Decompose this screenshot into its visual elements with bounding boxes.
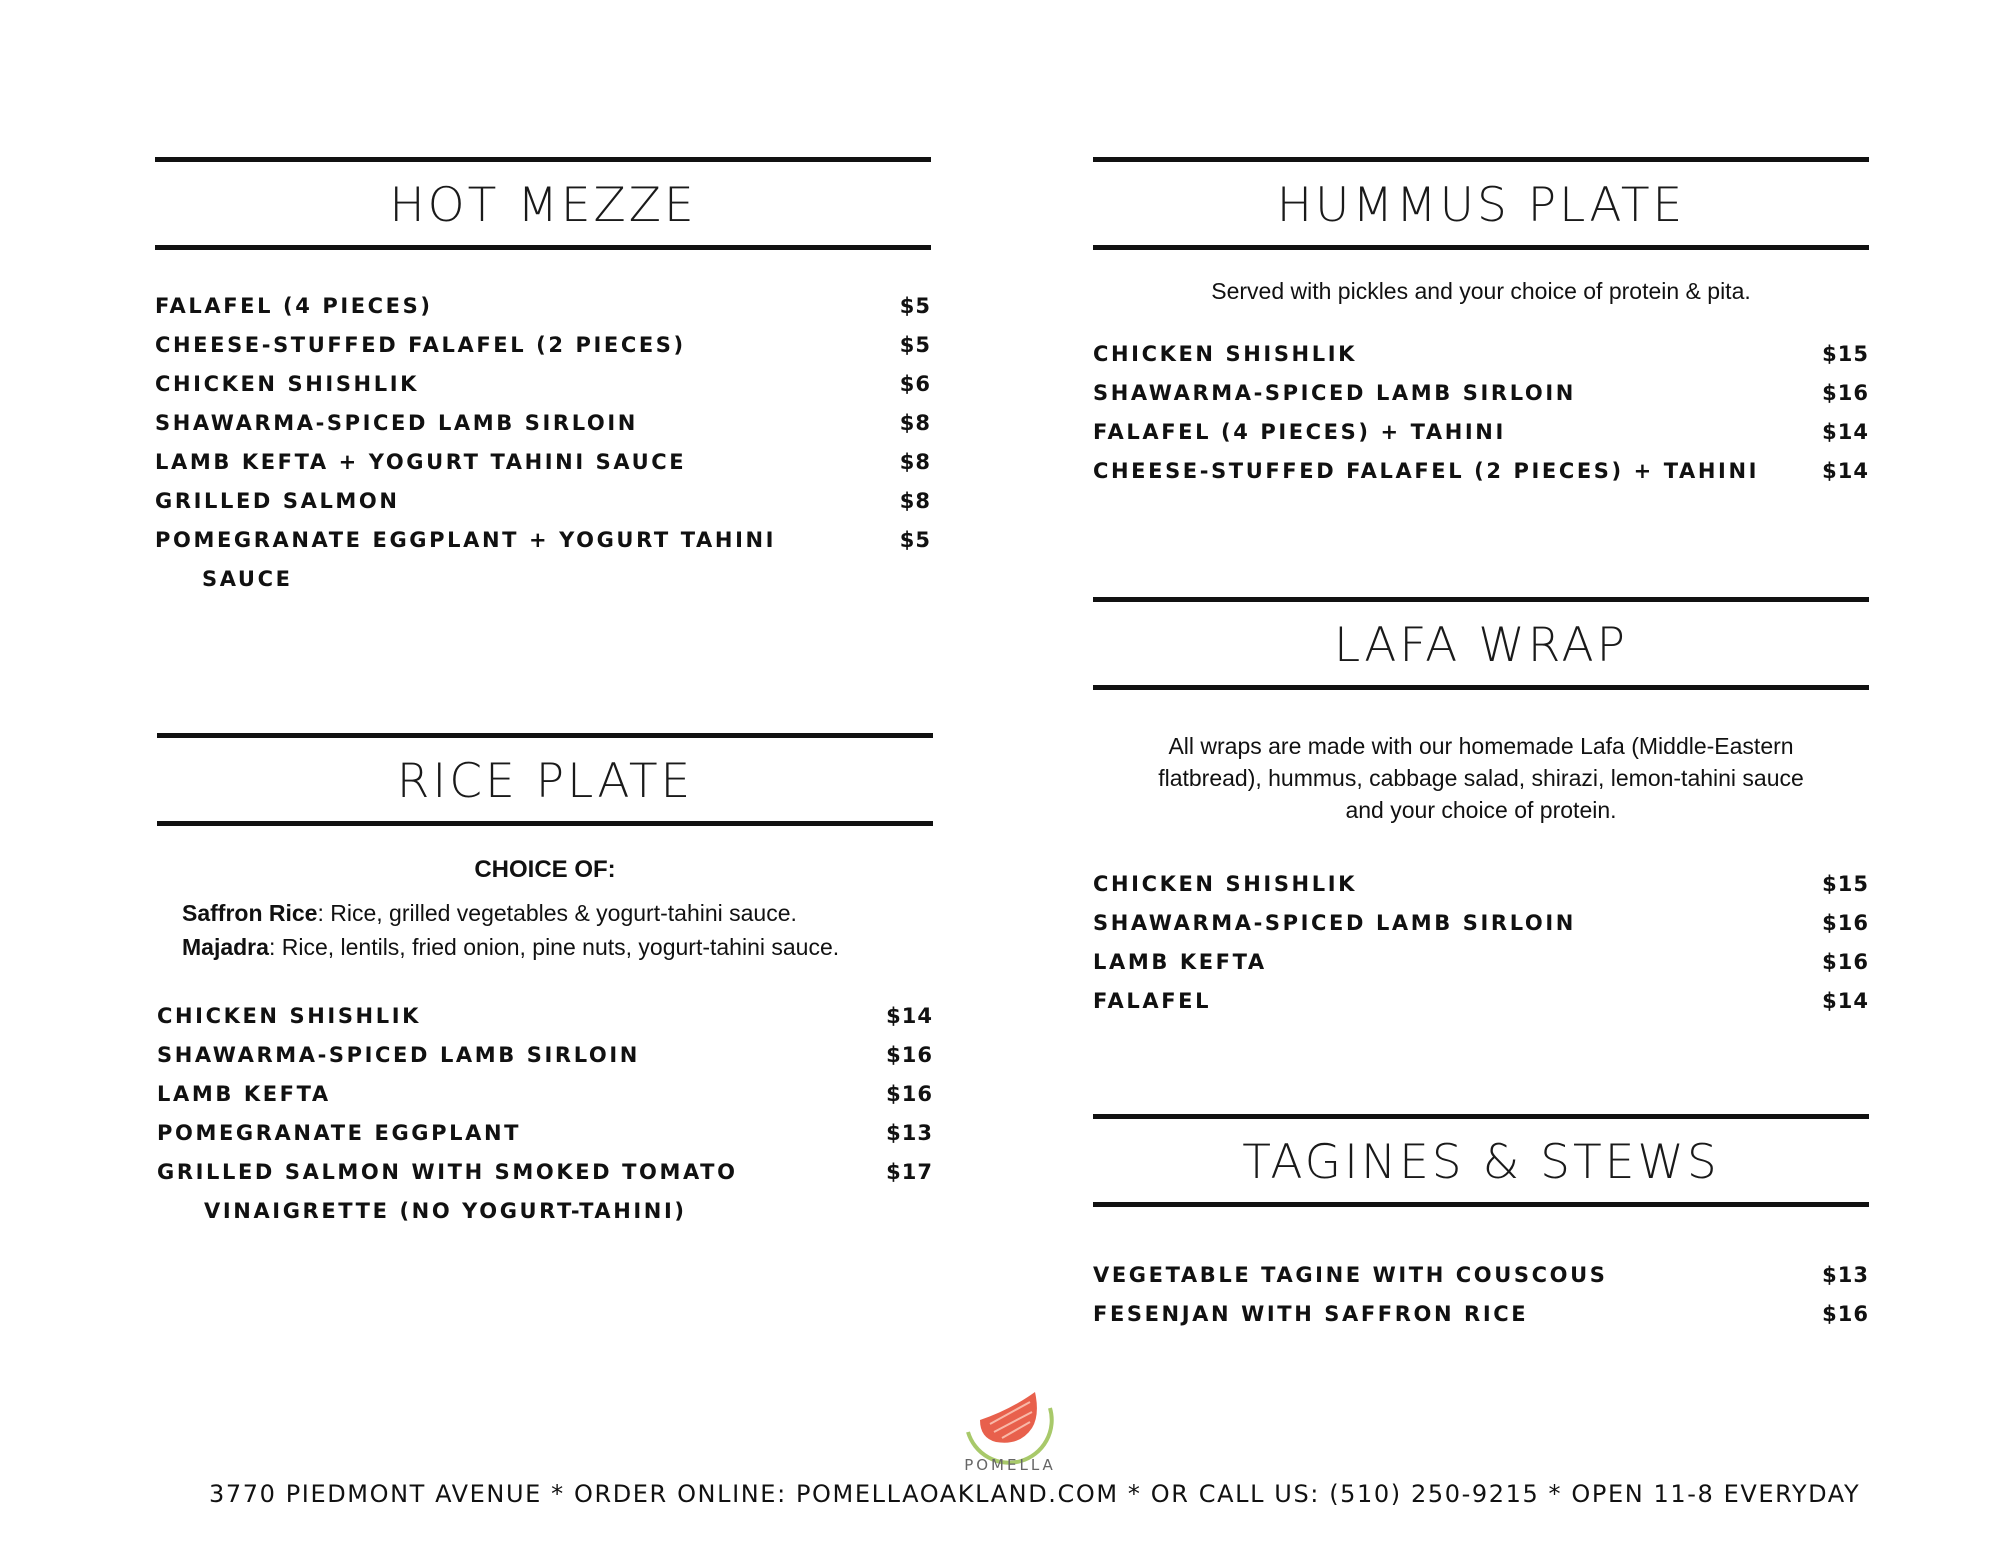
section-bottom-rule — [157, 821, 933, 826]
choice-text: : Rice, grilled vegetables & yogurt-tahini sauce. — [317, 900, 797, 926]
hummus-plate-section — [1093, 157, 1869, 497]
menu-item-name: POMEGRANATE EGGPLANT — [157, 1121, 522, 1145]
rice-plate-section — [157, 733, 933, 1233]
menu-item-price: $14 — [1822, 459, 1869, 483]
menu-item-price: $5 — [899, 294, 931, 318]
section-top-rule — [1093, 157, 1869, 162]
menu-item-list — [1093, 865, 1869, 1021]
menu-item-name: FALAFEL — [1093, 989, 1212, 1013]
choice-title: CHOICE OF: — [474, 856, 616, 883]
choice-label: Majadra — [182, 934, 269, 960]
menu-item-list — [1093, 1256, 1869, 1334]
menu-item-name: FALAFEL (4 PIECES) — [155, 294, 433, 318]
menu-item — [1093, 413, 1869, 452]
menu-item-name: FALAFEL (4 PIECES) + TAHINI — [1093, 420, 1506, 444]
menu-item-name: CHICKEN SHISHLIK — [1093, 342, 1357, 366]
menu-item-price: $14 — [1822, 420, 1869, 444]
menu-item-price: $16 — [1822, 950, 1869, 974]
menu-item — [1093, 374, 1869, 413]
menu-item-price: $8 — [899, 489, 931, 513]
menu-item-name: SHAWARMA-SPICED LAMB SIRLOIN — [155, 411, 638, 435]
section-heading: HOT MEZZE — [389, 178, 697, 233]
menu-item-name: CHEESE-STUFFED FALAFEL (2 PIECES) — [155, 333, 686, 357]
section-top-rule — [1093, 597, 1869, 602]
section-bottom-rule — [1093, 245, 1869, 250]
menu-item-price: $16 — [1822, 1302, 1869, 1326]
menu-item — [1093, 1256, 1869, 1295]
footer-info: 3770 PIEDMONT AVENUE * ORDER ONLINE: POMELLAOAKLAND.COM * OR CALL US: (510) 250-9215 * OPEN 11-8 EVERYDAY — [209, 1480, 1861, 1508]
menu-item — [155, 287, 931, 326]
menu-item-price: $13 — [886, 1121, 933, 1145]
menu-item — [157, 997, 933, 1036]
menu-item-price: $13 — [1822, 1263, 1869, 1287]
menu-item-list — [155, 287, 931, 599]
menu-item — [1093, 452, 1869, 491]
menu-item-name: POMEGRANATE EGGPLANT + YOGURT TAHINI — [155, 528, 777, 552]
menu-item-name: CHEESE-STUFFED FALAFEL (2 PIECES) + TAHINI — [1093, 459, 1760, 483]
menu-item-price: $8 — [899, 411, 931, 435]
tagines-section — [1093, 1114, 1869, 1334]
section-top-rule — [155, 157, 931, 162]
menu-item — [155, 365, 931, 404]
menu-item-list — [1093, 335, 1869, 491]
menu-item-price: $16 — [1822, 381, 1869, 405]
section-top-rule — [157, 733, 933, 738]
menu-item — [1093, 335, 1869, 374]
menu-item-name: LAMB KEFTA — [157, 1082, 331, 1106]
menu-item-name: SHAWARMA-SPICED LAMB SIRLOIN — [1093, 911, 1576, 935]
choice-line — [182, 900, 797, 927]
section-top-rule — [1093, 1114, 1869, 1119]
choice-label: Saffron Rice — [182, 900, 318, 926]
menu-item-name: FESENJAN WITH SAFFRON RICE — [1093, 1302, 1529, 1326]
menu-item-name: SHAWARMA-SPICED LAMB SIRLOIN — [1093, 381, 1576, 405]
menu-item-price: $15 — [1822, 872, 1869, 896]
lafa-wrap-section — [1093, 597, 1869, 1027]
menu-item-price: $14 — [886, 1004, 933, 1028]
menu-item-name-continuation: VINAIGRETTE (NO YOGURT-TAHINI) — [204, 1199, 687, 1223]
menu-item — [1093, 943, 1869, 982]
menu-item — [155, 521, 931, 560]
section-heading: LAFA WRAP — [1334, 618, 1628, 673]
menu-item-name: LAMB KEFTA + YOGURT TAHINI SAUCE — [155, 450, 687, 474]
menu-item-price: $17 — [886, 1160, 933, 1184]
menu-item-list — [157, 997, 933, 1231]
hot-mezze-section — [155, 157, 931, 617]
choice-line — [182, 934, 839, 961]
choice-text: : Rice, lentils, fried onion, pine nuts, yogurt-tahini sauce. — [268, 934, 840, 960]
menu-item-name: CHICKEN SHISHLIK — [157, 1004, 421, 1028]
menu-item-name: GRILLED SALMON WITH SMOKED TOMATO — [157, 1160, 738, 1184]
menu-item-name: LAMB KEFTA — [1093, 950, 1267, 974]
menu-item — [157, 1153, 933, 1192]
menu-item-continuation — [155, 560, 931, 599]
description-line: and your choice of protein. — [1345, 797, 1617, 823]
logo-text: POMELLA — [964, 1456, 1056, 1474]
section-bottom-rule — [155, 245, 931, 250]
menu-item-name: CHICKEN SHISHLIK — [155, 372, 419, 396]
menu-item-price: $14 — [1822, 989, 1869, 1013]
menu-item-price: $16 — [886, 1082, 933, 1106]
menu-item-name: CHICKEN SHISHLIK — [1093, 872, 1357, 896]
menu-item — [155, 404, 931, 443]
menu-item — [1093, 904, 1869, 943]
section-description: Served with pickles and your choice of protein & pita. — [1211, 278, 1751, 304]
section-bottom-rule — [1093, 685, 1869, 690]
menu-item-name: GRILLED SALMON — [155, 489, 400, 513]
menu-item — [157, 1036, 933, 1075]
menu-item-name: SHAWARMA-SPICED LAMB SIRLOIN — [157, 1043, 640, 1067]
menu-item — [155, 482, 931, 521]
menu-item-price: $5 — [899, 333, 931, 357]
menu-item — [155, 443, 931, 482]
menu-item-name-continuation: SAUCE — [202, 567, 293, 591]
menu-item-price: $8 — [899, 450, 931, 474]
description-line: flatbread), hummus, cabbage salad, shirazi, lemon-tahini sauce — [1158, 765, 1804, 791]
menu-item — [1093, 1295, 1869, 1334]
menu-item-name: VEGETABLE TAGINE WITH COUSCOUS — [1093, 1263, 1608, 1287]
section-description — [1093, 730, 1869, 826]
menu-item-continuation — [157, 1192, 933, 1231]
menu-item-price: $15 — [1822, 342, 1869, 366]
section-heading: TAGINES & STEWS — [1242, 1135, 1720, 1190]
menu-item-price: $16 — [886, 1043, 933, 1067]
menu-item — [155, 326, 931, 365]
section-heading: HUMMUS PLATE — [1276, 178, 1686, 233]
menu-item — [1093, 865, 1869, 904]
menu-item — [157, 1075, 933, 1114]
menu-item — [157, 1114, 933, 1153]
menu-item-price: $6 — [899, 372, 931, 396]
section-heading: RICE PLATE — [396, 754, 694, 809]
section-bottom-rule — [1093, 1202, 1869, 1207]
menu-item-price: $5 — [899, 528, 931, 552]
description-line: All wraps are made with our homemade Lafa (Middle-Eastern — [1168, 733, 1794, 759]
menu-item — [1093, 982, 1869, 1021]
menu-item-price: $16 — [1822, 911, 1869, 935]
